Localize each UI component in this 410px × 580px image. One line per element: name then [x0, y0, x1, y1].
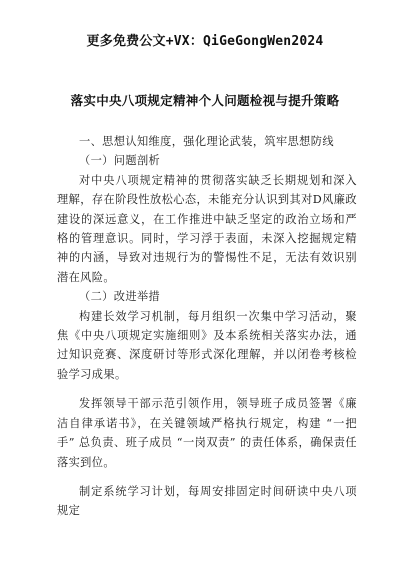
paragraph-gap [57, 384, 357, 394]
paragraph-learning-mechanism: 构建长效学习机制，每月组织一次集中学习活动，聚焦《中央八项规定实施细则》及本系统相关落实办法，通过知识竞赛、深度研讨等形式深化理解，并以闭卷考核检验学习成果。 [57, 309, 357, 381]
paragraph-analysis: 对中央八项规定精神的贯彻落实缺乏长期规划和深入理解，存在阶段性放松心态，未能充分认识到其对D风廉政建设的深远意义，在工作推进中缺乏坚定的政治立场和严格的管理意识。同时，学习浮于表面，未深入挖掘规定精神的内涵，导致对违规行为的警惕性不足，无法有效识别潜在风险。 [57, 173, 357, 284]
section-heading-1: 一、思想认知维度，强化理论武装，筑牢思想防线 [79, 135, 334, 148]
document-body [57, 132, 357, 521]
watermark-header: 更多免费公文+VX：QiGeGongWen2024 [86, 34, 324, 49]
paragraph-gap [57, 472, 357, 482]
paragraph-study-plan: 制定系统学习计划，每周安排固定时间研读中央八项规定 [57, 484, 357, 518]
subsection-heading-analysis: （一）问题剖析 [79, 154, 161, 168]
paragraph-leadership-role: 发挥领导干部示范引领作用，领导班子成员签署《廉洁自律承诺书》，在关键领域严格执行规定，构建 “一把手” 总负责、班子成员 “一岗双责” 的责任体系，确保责任落实到位。 [57, 397, 357, 469]
document-title: 落实中央八项规定精神个人问题检视与提升策略 [70, 93, 340, 108]
subsection-heading-measures: （二）改进举措 [79, 290, 161, 304]
